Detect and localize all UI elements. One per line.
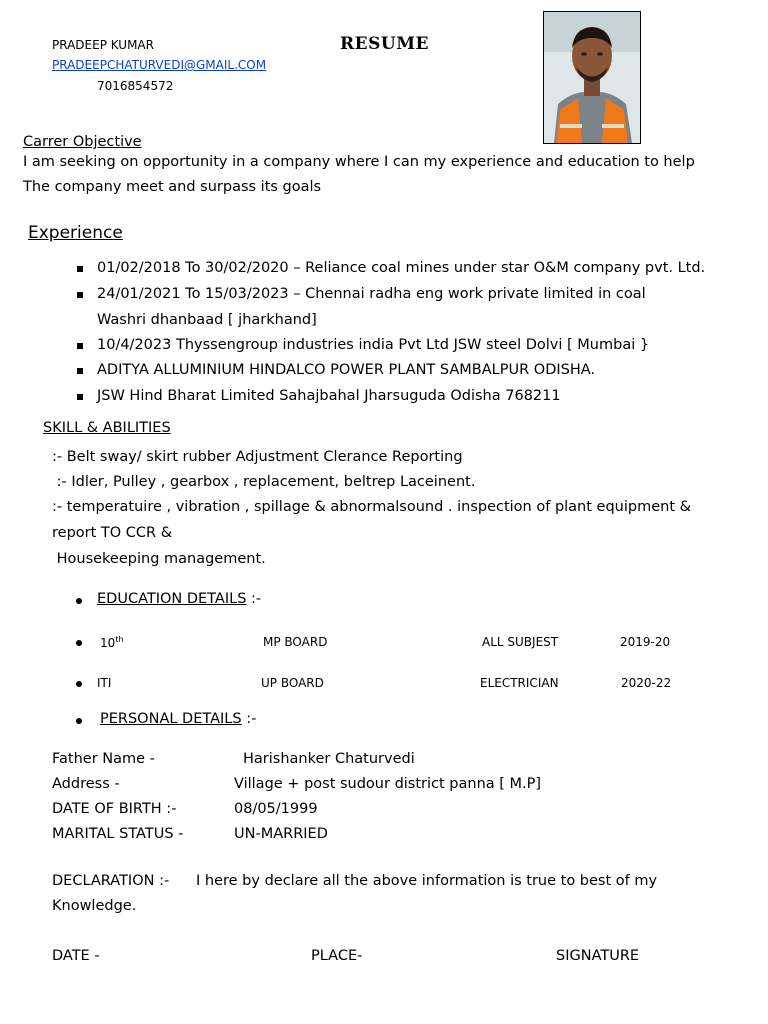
education-subject: ELECTRICIAN — [480, 676, 559, 690]
profile-photo-image — [544, 12, 640, 143]
bullet-dot-icon — [76, 640, 82, 646]
education-level-sup: th — [115, 635, 124, 644]
bullet-dot-icon — [76, 681, 82, 687]
objective-heading: Carrer Objective — [23, 134, 142, 150]
date-field-label: DATE - — [52, 948, 100, 964]
skill-item: :- temperatuire , vibration , spillage & abnormalsound . inspection of plant equipment & — [52, 499, 691, 515]
candidate-name: PRADEEP KUMAR — [52, 38, 154, 52]
father-name-value: Harishanker Chaturvedi — [243, 751, 415, 767]
personal-heading-label: PERSONAL DETAILS — [100, 711, 242, 727]
skills-heading: SKILL & ABILITIES — [43, 420, 171, 436]
education-level — [100, 635, 124, 650]
personal-heading-suffix: :- — [241, 711, 257, 727]
experience-item: 10/4/2023 Thyssengroup industries india Pvt Ltd JSW steel Dolvi [ Mumbai } — [97, 337, 650, 353]
education-level-value: 10 — [100, 636, 116, 650]
bullet-dot-icon — [76, 718, 82, 724]
bullet-square-icon — [77, 394, 83, 400]
experience-heading: Experience — [28, 223, 123, 243]
education-heading — [97, 591, 261, 607]
objective-line-1: I am seeking on opportunity in a company where I can my experience and education to help — [23, 154, 695, 170]
bullet-dot-icon — [76, 598, 82, 604]
bullet-square-icon — [77, 343, 83, 349]
education-year: 2020-22 — [621, 676, 672, 690]
skill-item: :- Idler, Pulley , gearbox , replacement, beltrep Laceinent. — [52, 474, 476, 490]
signature-field-label: SIGNATURE — [556, 948, 640, 964]
experience-item: JSW Hind Bharat Limited Sahajbahal Jharsuguda Odisha 768211 — [97, 388, 561, 404]
education-board: MP BOARD — [263, 635, 328, 649]
education-level: ITI — [97, 676, 112, 690]
declaration-label: DECLARATION :- — [52, 873, 170, 889]
marital-status-label: MARITAL STATUS - — [52, 826, 184, 842]
address-value: Village + post sudour district panna [ M.P] — [234, 776, 542, 792]
objective-line-2: The company meet and surpass its goals — [23, 179, 322, 195]
profile-photo — [543, 11, 641, 144]
education-year: 2019-20 — [620, 635, 671, 649]
bullet-square-icon — [77, 266, 83, 272]
page-title: RESUME — [340, 34, 429, 54]
place-field-label: PLACE- — [311, 948, 363, 964]
personal-heading — [100, 711, 256, 727]
education-subject: ALL SUBJEST — [482, 635, 559, 649]
father-name-label: Father Name - — [52, 751, 155, 767]
education-heading-label: EDUCATION DETAILS — [97, 591, 247, 607]
email-link[interactable]: PRADEEPCHATURVEDI@GMAIL.COM — [52, 58, 267, 72]
skill-item: Housekeeping management. — [52, 551, 266, 567]
skill-item: :- Belt sway/ skirt rubber Adjustment Clerance Reporting — [52, 449, 463, 465]
dob-label: DATE OF BIRTH :- — [52, 801, 177, 817]
experience-item-continued: Washri dhanbaad [ jharkhand] — [97, 312, 317, 328]
declaration-text: I here by declare all the above information is true to best of my — [196, 873, 658, 889]
skill-item-continued: report TO CCR & — [52, 525, 173, 541]
experience-item: ADITYA ALLUMINIUM HINDALCO POWER PLANT SAMBALPUR ODISHA. — [97, 362, 596, 378]
bullet-square-icon — [77, 292, 83, 298]
declaration-text-continued: Knowledge. — [52, 898, 137, 914]
marital-status-value: UN-MARRIED — [234, 826, 328, 842]
phone-number: 7016854572 — [97, 79, 174, 93]
experience-item: 24/01/2021 To 15/03/2023 – Chennai radha eng work private limited in coal — [97, 286, 646, 302]
education-board: UP BOARD — [261, 676, 324, 690]
experience-item: 01/02/2018 To 30/02/2020 – Reliance coal mines under star O&M company pvt. Ltd. — [97, 260, 706, 276]
bullet-square-icon — [77, 368, 83, 374]
education-heading-suffix: :- — [246, 591, 262, 607]
dob-value: 08/05/1999 — [234, 801, 318, 817]
address-label: Address - — [52, 776, 120, 792]
